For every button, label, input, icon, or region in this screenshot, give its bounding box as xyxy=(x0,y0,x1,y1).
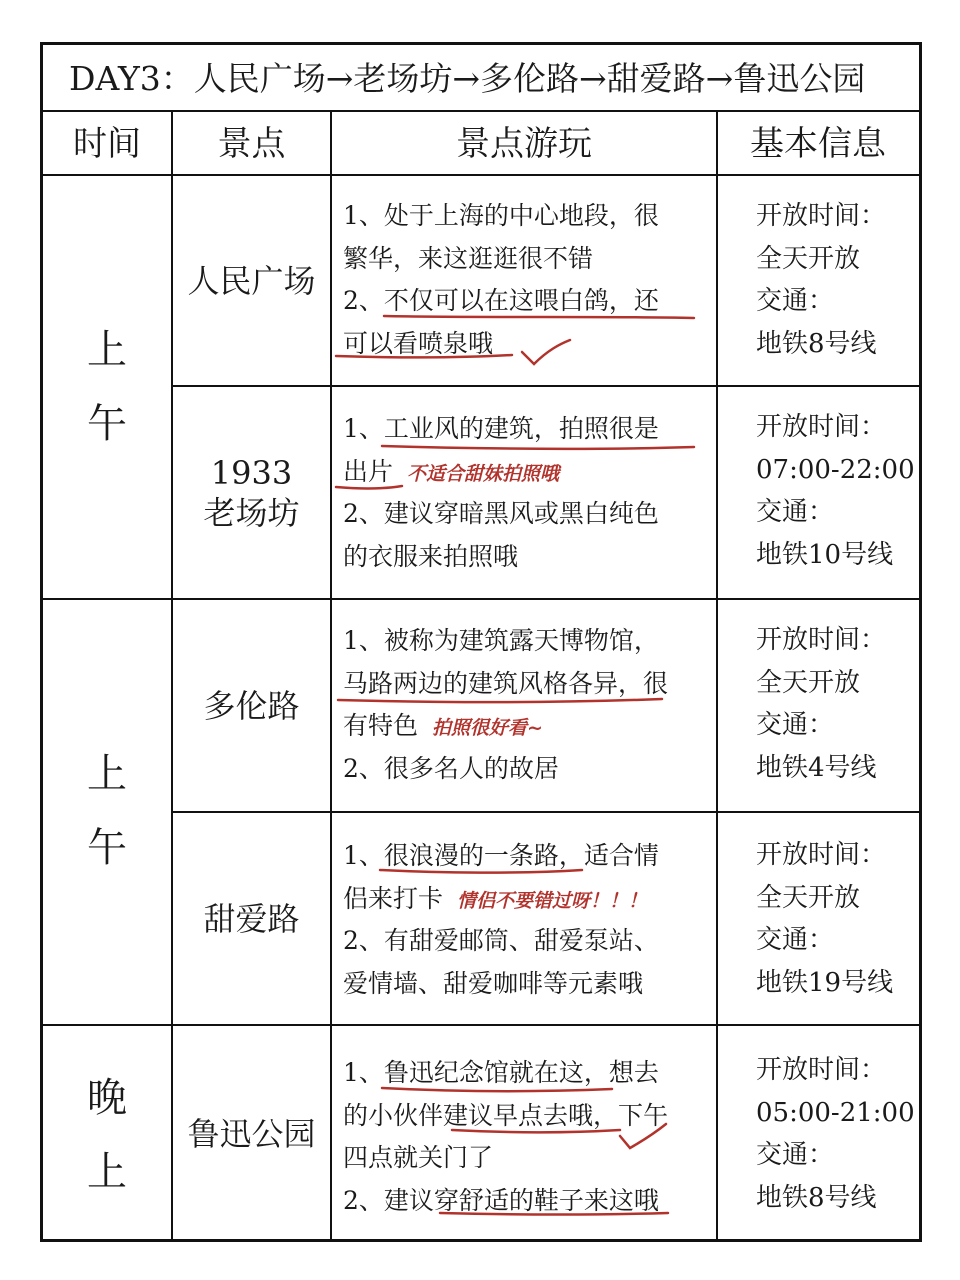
spot-description: 1、工业风的建筑，拍照很是 出片 不适合甜妹拍照哦 2、建议穿暗黑风或黑白纯色 的衣服来拍照哦 xyxy=(343,414,659,571)
day-title: DAY3：人民广场→老场坊→多伦路→甜爱路→鲁迅公园 xyxy=(43,45,919,112)
spot-name: 人民广场 xyxy=(187,261,316,300)
handwritten-note: 不适合甜妹拍照哦 xyxy=(407,462,560,485)
spot-info: 开放时间： 05:00-21:00 交通： 地铁8号线 xyxy=(756,1055,915,1213)
spot-info: 开放时间： 07:00-22:00 交通： 地铁10号线 xyxy=(756,412,915,570)
period-label xyxy=(43,737,171,885)
spot-info: 开放时间： 全天开放 交通： 地铁8号线 xyxy=(756,201,887,359)
period-char: 上 xyxy=(87,1149,127,1195)
spot-description: 1、被称为建筑露天博物馆， 马路两边的建筑风格各异，很 有特色 拍照很好看~ 2、很多名人的故居 xyxy=(343,626,669,783)
period-char: 午 xyxy=(87,825,127,871)
spot-name: 1933 老场坊 xyxy=(203,453,300,532)
header-activities: 景点游玩 xyxy=(456,124,592,164)
period-label xyxy=(43,313,171,461)
spot-description: 1、很浪漫的一条路，适合情 侣来打卡 情侣不要错过呀！！！ 2、有甜爱邮筒、甜爱泵站、 爱情墙、甜爱咖啡等元素哦 xyxy=(343,841,659,998)
period-char: 上 xyxy=(87,751,127,797)
handwritten-note: 情侣不要错过呀！！！ xyxy=(457,889,648,912)
spot-description: 1、处于上海的中心地段，很 繁华，来这逛逛很不错 2、不仅可以在这喂白鸽，还 可以看喷泉哦 xyxy=(343,201,659,358)
header-time: 时间 xyxy=(73,124,141,164)
spot-info: 开放时间： 全天开放 交通： 地铁4号线 xyxy=(756,625,887,783)
grid-line xyxy=(716,112,718,1242)
period-char: 晚 xyxy=(87,1075,127,1121)
spot-name: 甜爱路 xyxy=(203,899,300,938)
spot-name: 多伦路 xyxy=(203,686,300,725)
handwritten-note: 拍照很好看~ xyxy=(432,717,543,739)
period-char: 午 xyxy=(87,401,127,447)
period-label xyxy=(43,1061,171,1209)
spot-info: 开放时间： 全天开放 交通： 地铁19号线 xyxy=(756,840,894,998)
spot-description: 1、鲁迅纪念馆就在这，想去 的小伙伴建议早点去哦，下午 四点就关门了 2、建议穿舒适的鞋子来这哦 xyxy=(343,1058,669,1215)
header-info: 基本信息 xyxy=(750,124,886,164)
period-char: 上 xyxy=(87,327,127,373)
header-spot: 景点 xyxy=(217,124,286,164)
spot-name: 鲁迅公园 xyxy=(187,1115,316,1153)
itinerary-table xyxy=(40,42,922,1242)
